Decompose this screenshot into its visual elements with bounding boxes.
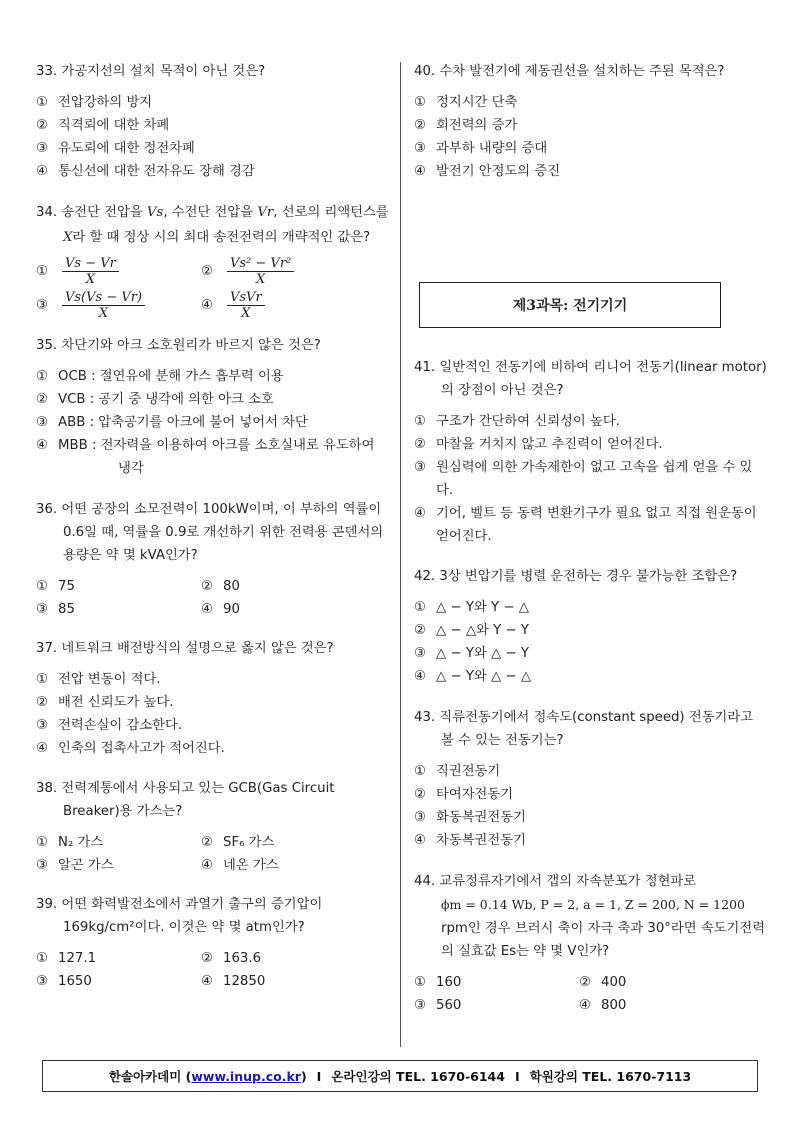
option-4[interactable]: ④ 800 [579,998,627,1013]
option-3[interactable]: ③ 전력손실이 감소한다. [36,718,183,733]
question-36 [36,498,391,621]
option-1[interactable]: ① 160 [414,975,462,990]
option-2[interactable]: ② 배전 신뢰도가 높다. [36,695,174,710]
option-2[interactable]: ② 80 [201,579,240,594]
option-4[interactable]: ④ 통신선에 대한 전자유도 장해 경감 [36,164,255,179]
question-stem: 33. 가공지선의 설치 목적이 아닌 것은? [36,64,266,79]
question-38 [36,777,391,877]
option-3[interactable]: ③ ABB : 압축공기를 아크에 불어 넣어서 차단 [36,415,308,430]
option-4[interactable]: ④ 90 [201,602,240,617]
option-3[interactable]: ③ 85 [36,602,75,617]
option-4[interactable]: ④ 네온 가스 [201,858,279,873]
option-3[interactable]: ③ 원심력에 의한 가속제한이 없고 고속을 쉽게 얻을 수 있다. [414,460,753,498]
option-1[interactable]: ① 직권전동기 [414,764,501,779]
option-2[interactable]: ② △ − △와 Y − Y [414,623,529,638]
right-column [414,60,769,183]
question-40 [414,60,769,183]
column-divider [400,62,401,1047]
option-4[interactable]: ④ 인축의 접촉사고가 적어진다. [36,741,225,756]
question-44 [414,870,769,1017]
question-stem: 39. 어떤 화력발전소에서 과열기 출구의 증기압이 169kg/cm²이다. 이것은 약 몇 atm인가? [36,897,323,935]
separator: I [316,1068,322,1084]
formula: $\frac{\text{Vs² − Vr²}}{X}$ [227,256,294,287]
question-stem: 38. 전력계통에서 사용되고 있는 GCB(Gas Circuit Breaker)용 가스는? [36,781,335,819]
option-2[interactable]: ② 회전력의 증가 [414,118,518,133]
question-stem: 34. 송전단 전압을 Vs, 수전단 전압을 Vr, 선로의 리액턴스를 X라 할 때 정상 시의 최대 송전전력의 개략적인 값은? [36,205,389,245]
footer-bar: 한솔아카데미 ( www.inup.co.kr ) I 온라인강의 TEL. 1670-6144 I 학원강의 TEL. 1670-7113 [42,1060,758,1092]
option-1[interactable]: ① 전압 변동이 적다. [36,672,161,687]
option-2[interactable]: ② VCB : 공기 중 냉각에 의한 아크 소호 [36,392,274,407]
online-phone: 온라인강의 TEL. 1670-6144 [331,1069,505,1084]
formula: $\frac{Vs(Vs - Vr)}{X}$ [62,290,145,321]
option-3[interactable]: ③ 1650 [36,974,92,989]
question-stem: 37. 네트워크 배전방식의 설명으로 옳지 않은 것은? [36,641,334,656]
option-3[interactable]: ③ 과부하 내량의 증대 [414,141,548,156]
question-stem: 42. 3상 변압기를 병렬 운전하는 경우 불가능한 조합은? [414,569,738,584]
option-4[interactable]: ④ $\frac{\text{VsVr}}{X}$ [201,290,371,320]
academy-name: 한솔아카데미 [108,1069,182,1084]
question-stem: 41. 일반적인 전동기에 비하여 리니어 전동기(linear motor)의 장점이 아닌 것은? [414,360,767,398]
option-3[interactable]: ③ 560 [414,998,462,1013]
formula: $\frac{Vs - Vr}{X}$ [62,256,119,287]
option-3[interactable]: ③ 알곤 가스 [36,858,114,873]
option-4[interactable]: ④ 발전기 안정도의 증진 [414,164,561,179]
offline-phone: 학원강의 TEL. 1670-7113 [529,1069,692,1084]
question-stem: 43. 직류전동기에서 정속도(constant speed) 전동기라고 볼 수 있는 전동기는? [414,710,754,748]
option-3[interactable]: ③ △ − Y와 △ − Y [414,646,529,661]
question-stem: 35. 차단기와 아크 소호원리가 바르지 않은 것은? [36,338,321,353]
option-1[interactable]: ① $\frac{Vs - Vr}{X}$ [36,256,201,286]
option-4[interactable]: ④ MBB : 전자력을 이용하여 아크를 소호실내로 유도하여 냉각 [36,438,375,476]
option-2[interactable]: ② SF₆ 가스 [201,835,275,850]
option-2[interactable]: ② 타여자전동기 [414,787,514,802]
formula: $\frac{\text{VsVr}}{X}$ [227,290,265,321]
option-3[interactable]: ③ $\frac{Vs(Vs - Vr)}{X}$ [36,290,201,320]
option-2[interactable]: ② 163.6 [201,951,262,966]
question-stem: 40. 수차 발전기에 제동권선을 설치하는 주된 목적은? [414,64,725,79]
left-column [36,60,391,993]
option-1[interactable]: ① 75 [36,579,75,594]
question-43 [414,706,769,852]
question-41 [414,356,769,548]
question-42 [414,565,769,688]
question-35 [36,334,391,480]
option-1[interactable]: ① 전압강하의 방지 [36,95,153,110]
subject-heading: 제3과목: 전기기기 [419,282,721,328]
question-33 [36,60,391,183]
option-2[interactable]: ② 마찰을 거치지 않고 추진력이 얻어진다. [414,437,663,452]
option-4[interactable]: ④ 차동복권전동기 [414,833,526,848]
option-4[interactable]: ④ 12850 [201,974,266,989]
option-1[interactable]: ① 정지시간 단축 [414,95,518,110]
option-3[interactable]: ③ 유도뢰에 대한 정전차폐 [36,141,195,156]
right-column-lower [414,356,769,1017]
question-stem: 44. 교류정류자기에서 갭의 자속분포가 정현파로 ϕm = 0.14 Wb, P = 2, a = 1, Z = 200, N = 1200 rpm인 경우 브러시 축이 자극 축과 30°라면 속도기전력의 실효값 Es는 약 몇 V인가? [414,874,766,959]
question-37 [36,637,391,760]
option-1[interactable]: ① 구조가 간단하여 신뢰성이 높다. [414,414,620,429]
option-2[interactable]: ② $\frac{\text{Vs² − Vr²}}{X}$ [201,256,371,286]
option-3[interactable]: ③ 화동복권전동기 [414,810,526,825]
question-39 [36,893,391,993]
option-1[interactable]: ① N₂ 가스 [36,835,104,850]
website-link[interactable]: www.inup.co.kr [191,1068,301,1084]
option-1[interactable]: ① △ − Y와 Y − △ [414,600,529,615]
separator: I [514,1068,520,1084]
option-2[interactable]: ② 직격뢰에 대한 차폐 [36,118,170,133]
option-1[interactable]: ① OCB : 절연유에 분해 가스 흡부력 이용 [36,369,284,384]
question-stem: 36. 어떤 공장의 소모전력이 100kW이며, 이 부하의 역률이 0.6일 때, 역률을 0.9로 개선하기 위한 전력용 콘덴서의 용량은 약 몇 kVA인가? [36,502,384,563]
option-4[interactable]: ④ 기어, 벨트 등 동력 변환기구가 필요 없고 직접 원운동이 얻어진다. [414,506,757,544]
option-1[interactable]: ① 127.1 [36,951,97,966]
option-4[interactable]: ④ △ − Y와 △ − △ [414,669,532,684]
option-2[interactable]: ② 400 [579,975,627,990]
question-34 [36,200,391,320]
